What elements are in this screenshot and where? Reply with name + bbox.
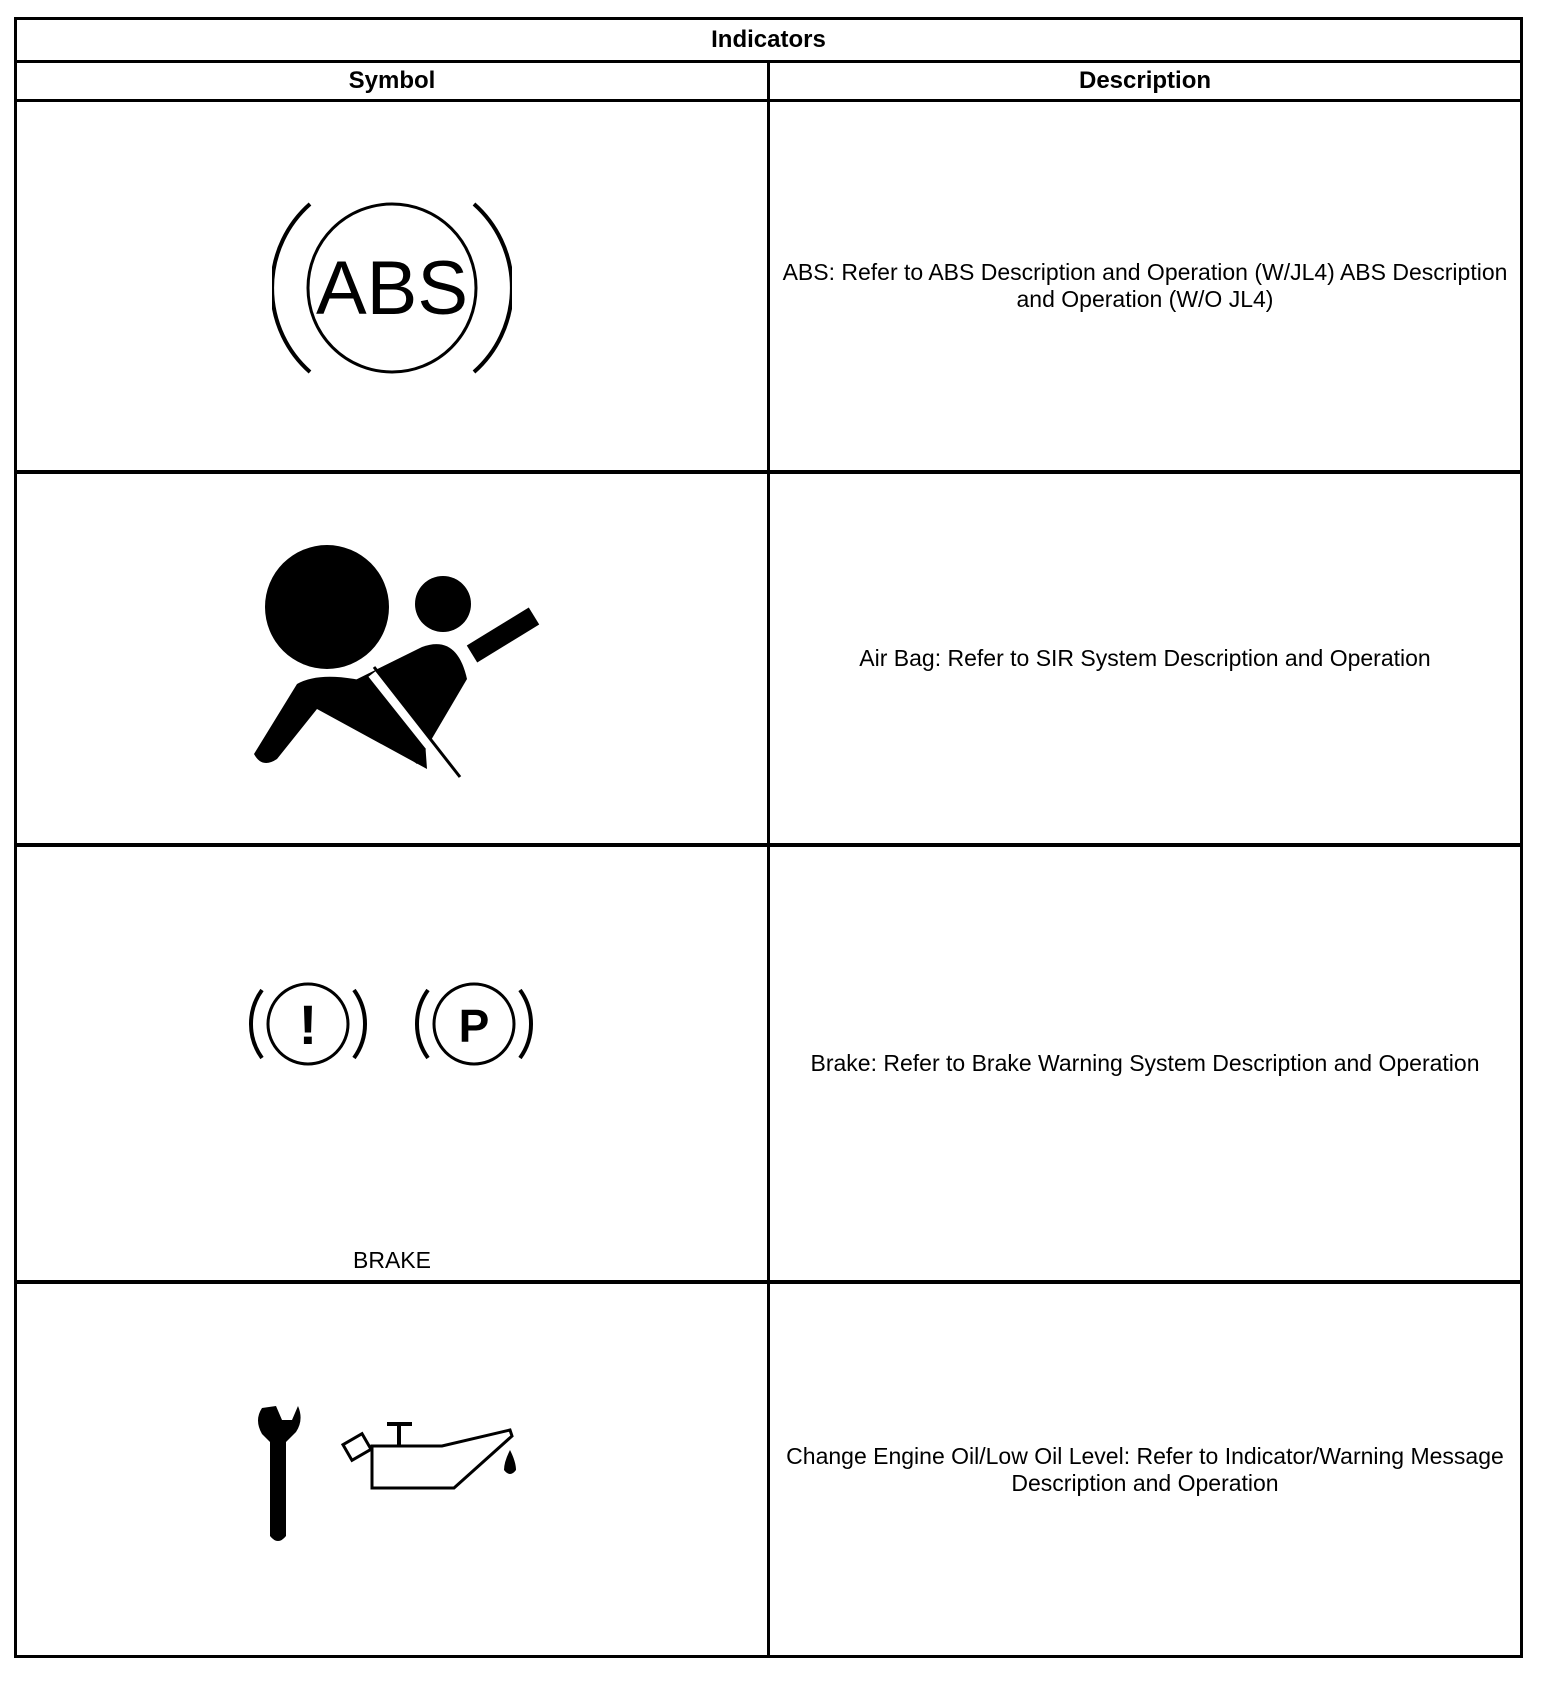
wrench-icon bbox=[258, 1406, 301, 1541]
abs-warning-icon bbox=[272, 196, 512, 376]
column-header-description: Description bbox=[769, 62, 1522, 101]
brake-label: BRAKE bbox=[353, 1247, 431, 1273]
brake-exclamation-text: ! bbox=[298, 992, 318, 1056]
symbol-cell bbox=[16, 1282, 769, 1657]
table-title: Indicators bbox=[16, 19, 1522, 62]
oil-can-icon bbox=[343, 1424, 516, 1488]
column-header-symbol: Symbol bbox=[16, 62, 769, 101]
airbag-icon bbox=[242, 529, 542, 789]
table-row bbox=[16, 1282, 1522, 1657]
description-cell: Brake: Refer to Brake Warning System Description and Operation bbox=[769, 845, 1522, 1282]
indicators-table bbox=[14, 17, 1523, 1658]
description-cell: Change Engine Oil/Low Oil Level: Refer to Indicator/Warning Message Description and Operation bbox=[769, 1282, 1522, 1657]
symbol-cell bbox=[16, 845, 769, 1282]
parking-brake-text: P bbox=[458, 999, 490, 1052]
description-cell: Air Bag: Refer to SIR System Description and Operation bbox=[769, 472, 1522, 845]
symbol-cell bbox=[16, 101, 769, 473]
symbol-cell bbox=[16, 472, 769, 845]
brake-warning-icon bbox=[242, 974, 542, 1074]
table-row bbox=[16, 845, 1522, 1282]
table-row bbox=[16, 101, 1522, 473]
change-oil-icon bbox=[242, 1390, 542, 1550]
description-cell: ABS: Refer to ABS Description and Operation (W/JL4) ABS Description and Operation (W/O JL4) bbox=[769, 101, 1522, 473]
abs-icon-text: ABS bbox=[315, 246, 469, 331]
table-row bbox=[16, 472, 1522, 845]
